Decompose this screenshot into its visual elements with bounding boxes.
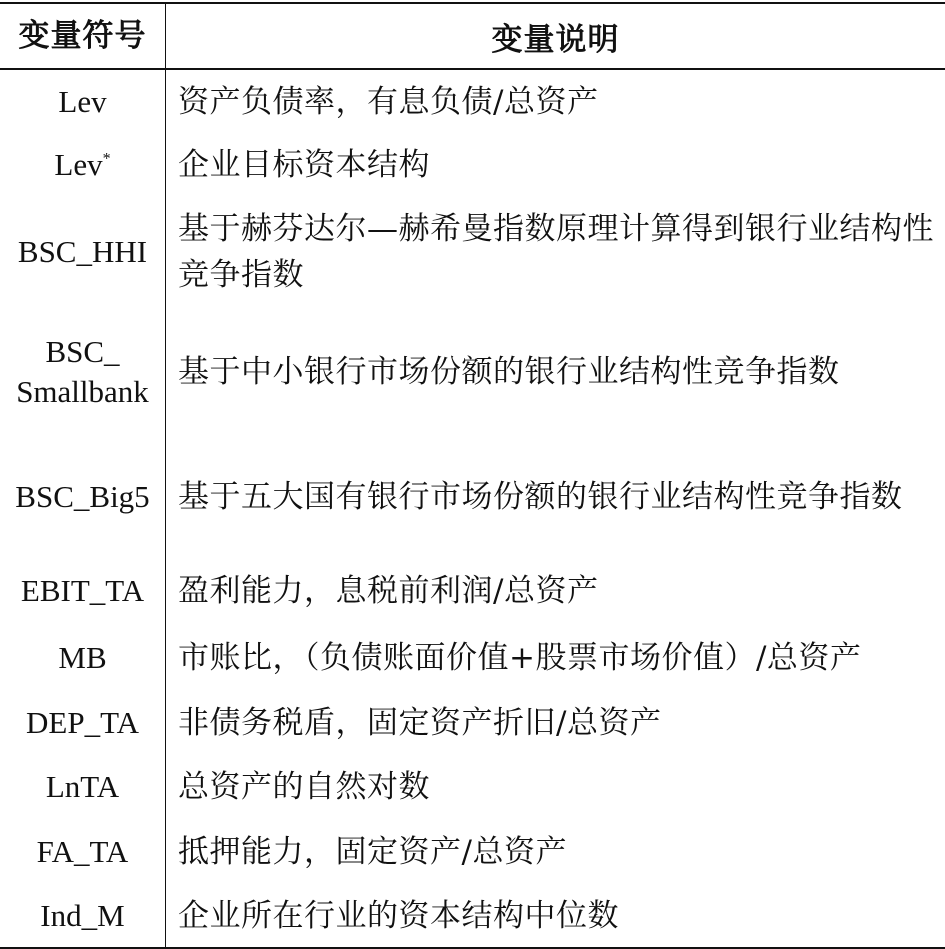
variable-symbol (0, 307, 166, 437)
variable-description: 盈利能力，息税前利润/总资产 (166, 557, 945, 625)
table-row (0, 69, 945, 133)
table-row (0, 307, 945, 437)
variable-symbol (0, 133, 166, 197)
variable-description: 基于中小银行市场份额的银行业结构性竞争指数 (166, 307, 945, 437)
variable-description: 资产负债率，有息负债/总资产 (166, 69, 945, 133)
header-variable-description: 变量说明 (166, 3, 945, 69)
table-header-row (0, 3, 945, 69)
table-row (0, 133, 945, 197)
variable-definition-table (0, 2, 945, 949)
variable-symbol: BSC_HHI (0, 197, 166, 307)
variable-description: 企业所在行业的资本结构中位数 (166, 885, 945, 948)
table-row (0, 755, 945, 819)
variable-description: 抵押能力，固定资产/总资产 (166, 819, 945, 885)
variable-symbol-text: Lev (54, 147, 102, 182)
table-row (0, 819, 945, 885)
variable-symbol-line: BSC_ (0, 332, 165, 372)
variable-symbol: MB (0, 625, 166, 691)
variable-description: 非债务税盾，固定资产折旧/总资产 (166, 691, 945, 755)
table-row (0, 437, 945, 557)
header-variable-symbol: 变量符号 (0, 3, 166, 69)
table-row (0, 197, 945, 307)
variable-symbol: LnTA (0, 755, 166, 819)
variable-symbol: Ind_M (0, 885, 166, 948)
variable-symbol-line: Smallbank (0, 372, 165, 412)
table-row (0, 885, 945, 948)
variable-symbol: BSC_Big5 (0, 437, 166, 557)
table-row (0, 557, 945, 625)
variable-symbol: FA_TA (0, 819, 166, 885)
variable-symbol: EBIT_TA (0, 557, 166, 625)
variable-description: 总资产的自然对数 (166, 755, 945, 819)
variable-symbol: DEP_TA (0, 691, 166, 755)
variable-description: 企业目标资本结构 (166, 133, 945, 197)
variable-description: 市账比，（负债账面价值+股票市场价值）/总资产 (166, 625, 945, 691)
variable-symbol: Lev (0, 69, 166, 133)
variable-description: 基于赫芬达尔—赫希曼指数原理计算得到银行业结构性竞争指数 (166, 197, 945, 307)
superscript-asterisk: * (103, 151, 111, 168)
table-row (0, 691, 945, 755)
table-row (0, 625, 945, 691)
variable-description: 基于五大国有银行市场份额的银行业结构性竞争指数 (166, 437, 945, 557)
